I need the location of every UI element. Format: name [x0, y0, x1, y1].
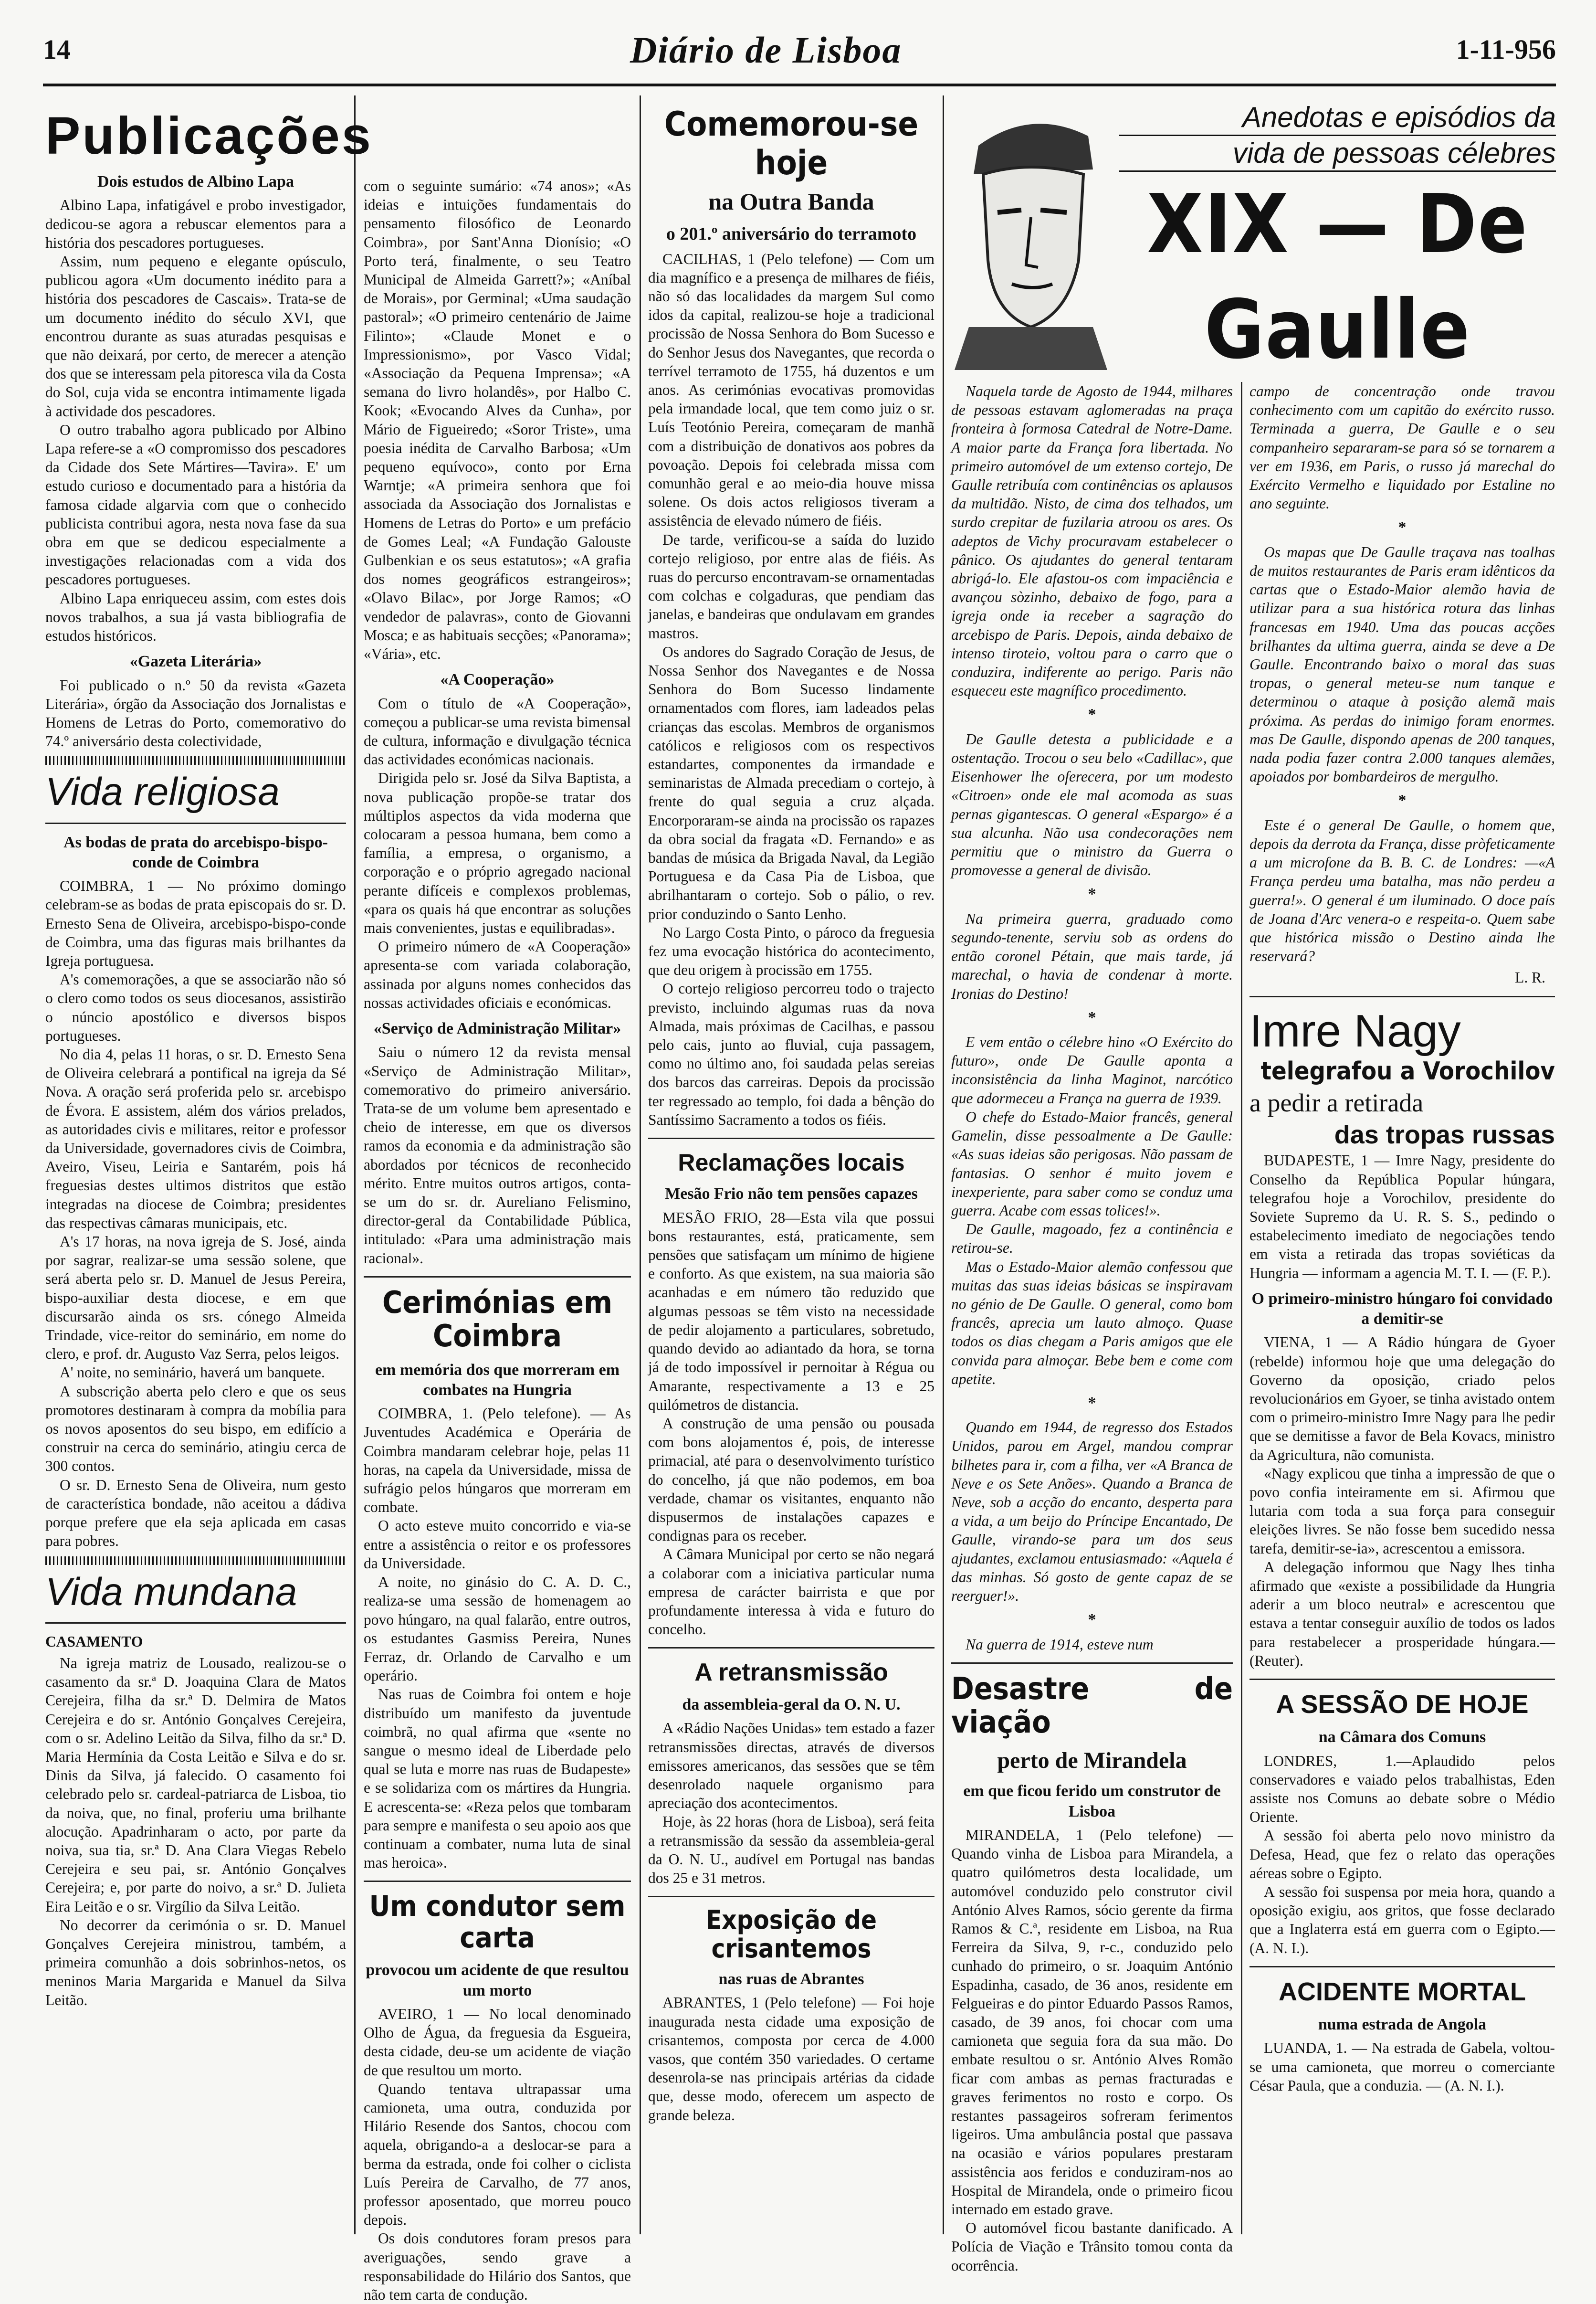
headline-sessao-de-hoje: A SESSÃO DE HOJE	[1276, 1690, 1529, 1719]
separator	[45, 756, 346, 765]
subheadline-construtor: em que ficou ferido um construtor de Lisboa	[963, 1782, 1221, 1820]
subheadline-outra-banda: na Outra Banda	[708, 188, 874, 215]
de-gaulle-portrait-illustration	[950, 103, 1112, 370]
subheadline-condutor: provocou um acidente de que resultou um morto	[366, 1961, 629, 1999]
article-paragraph: Na primeira guerra, graduado como segundo-tenente, serviu sob as ordens do então coronel Pétain, que mais tarde, já marechal, o havia de condenar à morte. Ironias do Destino!	[951, 910, 1233, 1002]
subheadline-angola: numa estrada de Angola	[1318, 2016, 1487, 2034]
headline-casamento: CASAMENTO	[45, 1633, 143, 1650]
article-paragraph: VIENA, 1 — A Rádio húngara de Gyoer (rebelde) informou hoje que uma delegação do Governo da oposição, criado pelos revolucionários em Gyoer, se tinha avistado ontem com o primeiro-ministro Imre Nagy para lhe pedir que se demitisse a favor de Bela Kovacs, ministro da Agricultura, não comunista.	[1250, 1334, 1555, 1463]
article-paragraph: Os mapas que De Gaulle traçava nas toalhas de muitos restaurantes de Paris eram idênticos da cartas que o Estado-Maior alemão havia de utilizar para a sua histórica rotura das linhas francesas em 1940. Uma das poucas acções brilhantes da ultima guerra, ainda se deve a De Gaulle. Encontrando baixo o moral das suas tropas, o general meteu-se num tanque e determinou o ataque à posição alemã mais próxima. As perdas do inimigo foram enormes. mas De Gaulle, dispondo apenas de 200 tanques, nada podia fazer contra 2.000 tanques alemães, apoiados por bombardeiros de mergulho.	[1250, 543, 1555, 785]
separator	[648, 1138, 934, 1139]
article-paragraph: Naquela tarde de Agosto de 1944, milhares de pessoas estavam aglomeradas na praça fronteira à formosa Catedral de Notre-Dame. A maior parte da França fora libertada. No primeiro automóvel de um extenso cortejo, De Gaulle retribuía com continências os aplausos da multidão. Nisto, de cima dos telhados, um surdo crepitar de fuzilaria atroou os ares. Os adeptos de Vichy procuravam estabelecer o pânico. Os ajudantes do general tentaram abrigá-lo. Ele afastou-os com impaciência e avançou sòzinho, debaixo de fogo, para a igreja onde ia receber a sagração do arcebispo de Paris. Depois, ainda debaixo de intenso tiroteio, voltou para o carro que o conduzira, indiferente ao perigo. Paris não esqueceu este magnífico procedimento.	[951, 383, 1233, 699]
article-paragraph: A Câmara Municipal por certo se não negará a colaborar com a iniciativa particular numa empresa de carácter bairrista e que por profundamente interessa à vida e futuro do concelho.	[648, 1546, 934, 1638]
separator	[1250, 1679, 1555, 1680]
column-divider	[354, 95, 356, 2234]
headline-retransmissao: A retransmissão	[694, 1659, 888, 1687]
separator-asterisk: *	[1088, 1394, 1096, 1412]
separator	[1250, 996, 1555, 997]
author-signature: L. R.	[1515, 969, 1545, 986]
separator	[364, 1881, 631, 1882]
headline-gazeta-literaria: «Gazeta Literária»	[129, 653, 262, 671]
subheadline-abrantes: nas ruas de Abrantes	[718, 1970, 864, 1988]
column-divider	[640, 95, 641, 2234]
headline-primeiro-ministro: O primeiro-ministro húngaro foi convidado a demitir-se	[1251, 1289, 1553, 1328]
article-paragraph: No dia 4, pelas 11 horas, o sr. D. Ernesto Sena de Oliveira celebrará a pontifical na igreja da Sé Nova. A oração será proferida pelo sr. arcebispo de Évora. E assistem, além dos vários prelados, as autoridades civis e militares, reitor e professor da Universidade, governadores civis de Coimbra, Aveiro, Viseu, Leiria e Santarém, pois há freguesias destes ultimos distritos que estão integradas na diocese de Coimbra; presidentes das respectivas câmaras municipais, etc.	[45, 1046, 346, 1231]
article-paragraph: No decorrer da cerimónia o sr. D. Manuel Gonçalves Cerejeira ministrou, também, a primeira comunhão a dois sobrinhos-netos, os meninos Maria Margarida e Manuel da Silva Leitão.	[45, 1916, 346, 2008]
headline-anedotas-line-2: vida de pessoas célebres	[1119, 136, 1556, 172]
article-paragraph: A's comemorações, a que se associarão não só o clero como todos os seus diocesanos, assistirão o núncio apostólico e diversos bispos portugueses.	[45, 971, 346, 1044]
article-paragraph: MIRANDELA, 1 (Pelo telefone) — Quando vinha de Lisboa para Mirandela, a quatro quilómetros desta localidade, um automóvel conduzido pelo construtor civil António Alves Ramos, sócio gerente da firma Ramos & C.ª, residente em Lisboa, na Rua Ferreira da Silva, 9, r-c., conduzido pelo cunhado do primeiro, o sr. Joaquim António Espadinha, casado, de 36 anos, residente em Felgueiras e do pintor Eduardo Passos Ramos, casado, de 39 anos, foi chocar com uma camioneta que seguia fora da sua mão. Do embate resultou o sr. António Alves Romão ficar com ambas as pernas fracturadas e graves ferimentos no rosto e corpo. Os restantes passageiros sofreram ferimentos ligeiros. Uma ambulância postal que passava na ocasião e vários populares prestaram assistência aos feridos e conduziram-nos ao Hospital de Mirandela, onde o primeiro ficou internado em estado grave.	[951, 1827, 1233, 2218]
article-paragraph: LONDRES, 1.—Aplaudido pelos conservadores e vaiado pelos trabalhistas, Eden assiste nos Comuns ao debate sobre o Médio Oriente.	[1250, 1752, 1555, 1826]
headline-bodas-de-prata: As bodas de prata do arcebispo-bispo-conde de Coimbra	[63, 833, 328, 871]
headline-servico-administracao-militar: «Serviço de Administração Militar»	[373, 1020, 621, 1038]
article-paragraph: A sessão foi aberta pelo novo ministro da Defesa, Head, que fez o relato das operações aéreas sobre o Egipto.	[1250, 1827, 1555, 1881]
article-paragraph: Dirigida pelo sr. José da Silva Baptista, a nova publicação propõe-se tratar dos múltiplos aspectos da vida moderna que colocaram a pessoa humana, bem como a família, a empresa, o organismo, a corporação e o próprio agregado nacional perante difíceis e complexos problemas, «para os quais há que encontrar as soluções mais convenientes, justas e equilibradas».	[364, 770, 631, 937]
separator-asterisk: *	[1088, 1008, 1096, 1026]
subheadline-camara-comuns: na Câmara dos Comuns	[1318, 1728, 1486, 1746]
article-paragraph: A «Rádio Nações Unidas» tem estado a fazer retransmissões directas, através de diversos emissores americanos, das sessões que se têm desenrolado naquele organismo para apreciação dos acontecimentos.	[648, 1720, 934, 1812]
article-paragraph: COIMBRA, 1 — No próximo domingo celebram-se as bodas de prata episcopais do sr. D. Ernesto Sena de Oliveira, arcebispo-bispo-conde de Coimbra, uma das figuras mais brilhantes da Igreja portuguesa.	[45, 877, 346, 969]
article-paragraph: BUDAPESTE, 1 — Imre Nagy, presidente do Conselho da República Popular húngara, telegrafou hoje a Vorochilov, presidente do Soviete Supremo da U. R. S. S., pedindo o estabelecimento imediato de negociações tendo em vista a retirada das tropas soviéticas da Hungria — informam a agencia M. T. I. — (F. P.).	[1250, 1152, 1555, 1281]
article-paragraph: O outro trabalho agora publicado por Albino Lapa refere-se a «O compromisso dos pescadores da Cidade dos Sete Mártires—Tavira». E' um estudo curioso e documentado para a história da famosa cidade algarvia com que o conhecido publicista contribui agora, nesta nova fase da sua obra em que se dedicou especialmente a investigações relacionadas com a vida dos pescadores portugueses.	[45, 421, 346, 588]
subheadline-tropas-russas: das tropas russas	[1334, 1120, 1555, 1150]
article-paragraph: O chefe do Estado-Maior francês, general Gamelin, disse pessoalmente a De Gaulle: «As suas ideias são perigosas. Não passam de fantasias. O senhor é muito jovem e inexperiente, para saber como se conduz uma guerra. Acabe com essas tolices!».	[951, 1108, 1233, 1219]
headline-reclamacoes-locais: Reclamações locais	[678, 1149, 905, 1176]
article-paragraph: Nas ruas de Coimbra foi ontem e hoje distribuído um manifesto da juventude coimbrã, no qual afirma que «sente no sangue o mesmo ideal de Liberdade pelo qual se luta e morre nas ruas de Budapeste» e se solidariza com os mártires da Hungria. E acrescenta-se: «Reza pelos que tombaram para sempre e manifesta o seu apoio aos que continuam a combater, numa luta de sinal mas heroica».	[364, 1686, 631, 1871]
article-paragraph: AVEIRO, 1 — No local denominado Olho de Água, da freguesia da Esgueira, desta cidade, deu-se um acidente de viação de que resultou um morto.	[364, 2006, 631, 2079]
subheadline-vorochilov: telegrafou a Vorochilov	[1260, 1057, 1555, 1086]
column-5-body	[1250, 382, 1555, 2253]
headline-condutor-sem-carta: Um condutor sem carta	[369, 1890, 626, 1955]
subheadline-mirandela: perto de Mirandela	[997, 1747, 1187, 1773]
article-paragraph: Os dois condutores foram presos para averiguações, sendo grave a responsabilidade do Hilário dos Santos, que não tem carta de condução.	[364, 2230, 631, 2304]
column-2	[364, 177, 631, 2304]
separator	[1250, 1966, 1555, 1967]
headline-comemorou-se-hoje: Comemorou-se hoje	[664, 105, 919, 182]
article-paragraph: Quando tentava ultrapassar uma camioneta, uma outra, conduzida por Hilário Resende dos Santos, chocou com aquela, obrigando-a a deslocar-se para a berma da estrada, onde foi colher o ciclista Luís Pereira de Carvalho, de 77 anos, professor aposentado, que morreu pouco depois.	[364, 2080, 631, 2229]
article-paragraph: MESÃO FRIO, 28—Esta vila que possui bons restaurantes, está, praticamente, sem pensões que satisfaçam um mínimo de higiene e conforto. As que existem, na sua maioria são acanhadas e em número tão reduzido que algumas pessoas se têm visto na necessidade de pedir alojamento a particulares, sobretudo, quando devido ao adiantado da hora, se torna já de todo impossível ir pernoitar à Régua ou Amarante, respectivamente a 13 e 25 quilómetros de distancia.	[648, 1209, 934, 1413]
article-paragraph: Foi publicado o n.º 50 da revista «Gazeta Literária», órgão da Associação dos Jornalistas e Homens de Letras do Porto, comemorativo do 74.º aniversário desta colectividade,	[45, 676, 346, 750]
article-paragraph: Saiu o número 12 da revista mensal «Serviço de Administração Militar», comemorativo do primeiro aniversário. Trata-se de um volume bem apresentado e cheio de interesse, em que os diversos ramos da economia e da administração são abordados por técnicos de reconhecido mérito. Entre muitos outros artigos, conta-se um do sr. dr. Aureliano Felismino, director-geral da Contabilidade Pública, intitulado: «Para uma administração mais racional».	[364, 1044, 631, 1267]
article-paragraph: Albino Lapa enriqueceu assim, com estes dois novos trabalhos, a sua já vasta bibliografia de estudos históricos.	[45, 590, 346, 644]
issue-date: 1-11-956	[1456, 34, 1556, 65]
section-title-vida-religiosa: Vida religiosa	[45, 770, 280, 814]
article-paragraph: A's 17 horas, na nova igreja de S. José, ainda por sagrar, realizar-se uma sessão solene, que será aberta pelo sr. D. Manuel de Jesus Pereira, bispo-auxiliar desta diocese, e em que discursarão ainda os srs. cónego Almeida Trindade, vice-reitor do seminário, em nome do clero, e prof. dr. Augusto Vaz Serra, pelos leigos.	[45, 1233, 346, 1363]
separator	[648, 1896, 934, 1897]
headline-cerimonias-coimbra: Cerimónias em Coimbra	[382, 1285, 612, 1354]
article-paragraph: O acto esteve muito concorrido e via-se entre a assistência o reitor e os professores da Universidade.	[364, 1517, 631, 1572]
article-paragraph: CACILHAS, 1 (Pelo telefone) — Com um dia magnífico e a presença de milhares de fiéis, não só das localidades da margem Sul como idos da capital, realizou-se hoje a tradicional procissão de Nossa Senhora do Bom Sucesso e do Senhor Jesus dos Navegantes, que recorda o terrível terramoto de 1755, há duzentos e um anos. As cerimónias evocativas promovidas pela irmandade local, que tem como juiz o sr. Luís Teotónio Pereira, começaram de manhã com a distribuição de donativos aos pobres da povoação. Depois foi celebrada missa com comunhão geral e ao meio-dia houve missa solene. Os dois actos religiosos tiveram a assistência de elevado número de fiéis.	[648, 250, 934, 529]
article-paragraph: A subscrição aberta pelo clero e que os seus promotores destinaram à compra da mobília para os novos aposentos do seu bispo, em edifício a construir na cerca do seminário, atingiu cerca de 300 contos.	[45, 1383, 346, 1475]
separator	[951, 1662, 1233, 1664]
article-paragraph: Os andores do Sagrado Coração de Jesus, de Nossa Senhor dos Navegantes e de Nossa Senhora do Bom Sucesso lindamente ornamentados com flores, iam ladeados pelas crianças das escolas. Membros de organismos católicos e religiosos com os respectivos estandartes, componentes da irmandade e seminaristas de Almada precediam o cortejo, à frente do qual seguia a cruz alçada. Encorporaram-se ainda na procissão os rapazes da obra social da fragata «D. Fernando» e as bandas de música da Brigada Naval, da Legião Portuguesa e da Casa Pia de Lisboa, que abrilhantaram o cortejo. Sob o pálio, o rev. prior conduzindo o Santo Lenho.	[648, 643, 934, 922]
headline-exposicao-crisantemos: Exposição de crisantemos	[706, 1905, 877, 1964]
article-paragraph: COIMBRA, 1. (Pelo telefone). — As Juventudes Académica e Operária de Coimbra mandaram celebrar hoje, pelas 11 horas, na capela da Universidade, missa de sufrágio pelos húngaros que morreram em combate.	[364, 1405, 631, 1516]
article-paragraph: «Nagy explicou que tinha a impressão de que o povo confia inteiramente em si. Afirmou que lutaria com toda a sua força para conseguir eleições livres. Se não fosse bem sucedido nessa tarefa, demitir-se-ia», acrescentou a emissora.	[1250, 1465, 1555, 1557]
subheadline-mesao-frio: Mesão Frio não tem pensões capazes	[665, 1185, 918, 1203]
separator-asterisk: *	[1398, 792, 1407, 810]
article-paragraph: A sessão foi suspensa por meia hora, quando a oposição exigiu, aos gritos, que fosse declarado que a Inglaterra está em guerra com o Egipto.—(A. N. I.).	[1250, 1883, 1555, 1956]
article-paragraph: com o seguinte sumário: «74 anos»; «As ideias e intuições fundamentais do pensamento filosófico de Leonardo Coimbra», por Sant'Anna Dionísio; «O Porto terá, finalmente, o seu Teatro Municipal de Almeida Garrett?»; «Aníbal de Morais», por Germinal; «Uma saudação pastoral»; «O primeiro centenário de Jaime Filinto»; «Claude Monet e o Impressionismo», por Vasco Vidal; «Associação da Pequena Imprensa»; «A semana do livro holandês», por Halbo C. Kook; «Evocando Alves da Cunha», por Mário de Figueiredo; «Soror Triste», uma poesia inédita de Carvalho Barbosa; «Um pequeno equívoco», conto por Erna Warntje; «A primeira senhora que foi associada da Associação dos Jornalistas e Homens de Letras do Porto» e um prefácio de Gomes Leal; «A Fundação Galouste Gulbenkian e os seus estatutos»; «A grafia dos nomes geográficos estrangeiros»; «Olavo Bilac», por Jorge Ramos; «O vendedor de palavras», conto de Giovanni Mosca; e as habituais secções; «Panorama»; «Vária», etc.	[364, 178, 631, 663]
subheadline-cerimonias: em memória dos que morreram em combates na Hungria	[375, 1361, 620, 1399]
article-paragraph: Albino Lapa, infatigável e probo investigador, dedicou-se agora a rebuscar elementos para a história dos pescadores portugueses.	[45, 197, 346, 251]
article-paragraph: De tarde, verificou-se a saída do luzido cortejo religioso, por entre alas de fiéis. As ruas do percurso encontravam-se ornamentadas com colchas e colgaduras, que pendiam das janelas, e bandeiras que ondulavam em grandes mastros.	[648, 531, 934, 642]
page-number: 14	[43, 34, 71, 65]
column-1	[45, 95, 373, 2253]
headline-albino-lapa: Dois estudos de Albino Lapa	[97, 173, 294, 190]
article-paragraph: De Gaulle, magoado, fez a continência e retirou-se.	[951, 1221, 1233, 1257]
subheadline-pedir-retirada: a pedir a retirada	[1250, 1088, 1424, 1117]
column-divider	[943, 95, 944, 2234]
separator-asterisk: *	[1398, 518, 1407, 537]
newspaper-title: Diário de Lisboa	[630, 29, 902, 71]
article-paragraph: A' noite, no seminário, haverá um banquete.	[60, 1364, 325, 1381]
separator-asterisk: *	[1088, 706, 1096, 724]
column-3	[648, 95, 934, 2253]
column-5	[1119, 100, 1556, 387]
article-paragraph: No Largo Costa Pinto, o pároco da freguesia fez uma evocação histórica do acontecimento, que deu origem à procissão em 1755.	[648, 924, 934, 979]
article-paragraph: Quando em 1944, de regresso dos Estados Unidos, parou em Argel, mandou comprar bilhetes para ir, com a filha, ver «A Branca de Neve e os Sete Anões». Quando a Branca de Neve, sob a acção do encanto, desperta para a vida, a um beijo do Príncipe Encantado, De Gaulle, virando-se para um dos seus ajudantes, exclamou entusiasmado: «Aquela é das minhas. Só gosto de gente capaz de se reerguer!».	[951, 1419, 1233, 1605]
separator-asterisk: *	[1088, 1611, 1096, 1629]
separator	[648, 1647, 934, 1649]
article-paragraph: campo de concentração onde travou conhecimento com um capitão do exército russo. Terminada a guerra, De Gaulle e o seu companheiro separaram-se para só se tornarem a ver em 1936, em Paris, o russo já marechal do Exército Vermelho e liquidado por Estaline no ano seguinte.	[1250, 383, 1555, 512]
article-paragraph: E vem então o célebre hino «O Exército do futuro», onde De Gaulle aponta a inconsistência da linha Maginot, narcótico que adormeceu a França na guerra de 1939.	[951, 1034, 1233, 1107]
article-paragraph: ABRANTES, 1 (Pelo telefone) — Foi hoje inaugurada nesta cidade uma exposição de crisantemos, composta por cerca de 4.000 vasos, que contém 350 variedades. O certame desenrola-se nas principais artérias da cidade que, desse modo, oferecem um aspecto de grande beleza.	[648, 1994, 934, 2124]
article-paragraph: O sr. D. Ernesto Sena de Oliveira, num gesto de característica bondade, não aceitou a dádiva porque prefere que ela seja aplicada em casas para pobres.	[45, 1476, 346, 1550]
article-paragraph: O cortejo religioso percorreu todo o trajecto previsto, incluindo algumas ruas da nova Almada, mais próximas de Cacilhas, e passou pelo cais, junto ao fluvial, cuja passagem, como no último ano, foi saudada pelas sereias dos barcos das carreiras. Depois da procissão ter regressado ao templo, foi dada a bênção do Santíssimo Sacramento a todos os fiéis.	[648, 980, 934, 1128]
article-paragraph: O primeiro número de «A Cooperação» apresenta-se com variada colaboração, assinada por alguns nomes conhecidos das nossas actividades oficiais e económicas.	[364, 938, 631, 1011]
headline-acidente-mortal: ACIDENTE MORTAL	[1279, 1977, 1526, 2006]
article-paragraph: De Gaulle detesta a publicidade e a ostentação. Trocou o seu belo «Cadillac», que Eisenhower lhe oferecera, por um modesto «Citroen» onde ele mal acomoda as suas pernas gigantescas. O general «Espargo» é a sua alcunha. Não usa condecorações nem permitiu que o ministro da Guerra o promovesse a general de divisão.	[951, 730, 1233, 879]
masthead-rule	[43, 84, 1556, 86]
section-title-vida-mundana: Vida mundana	[45, 1570, 297, 1614]
masthead	[43, 29, 1556, 72]
subheadline-terramoto: o 201.º aniversário do terramoto	[666, 224, 917, 244]
separator	[45, 823, 346, 824]
article-paragraph: O automóvel ficou bastante danificado. A Polícia de Viação e Trânsito tomou conta da ocorrência.	[951, 2219, 1233, 2274]
headline-anedotas-line-1: Anedotas e episódios da	[1119, 100, 1556, 136]
article-paragraph: LUANDA, 1. — Na estrada de Gabela, voltou-se uma camioneta, que morreu o comerciante César Paula, que a conduzia. — (A. N. I.).	[1250, 2040, 1555, 2094]
separator-asterisk: *	[1088, 885, 1096, 903]
article-paragraph: A delegação informou que Nagy lhes tinha afirmado que «existe a possibilidade da Hungria aderir a um bloco neutral» e acrescentou que estava a tentar conseguir auxílio de todos os lados para restabelecer a prosperidade húngara.— (Reuter).	[1250, 1558, 1555, 1669]
headline-imre-nagy: Imre Nagy	[1250, 1005, 1461, 1057]
separator	[364, 1276, 631, 1278]
column-4	[951, 382, 1233, 2274]
headline-desastre-viacao: Desastre de viação	[951, 1671, 1233, 1741]
section-title-publicacoes: Publicações	[45, 106, 373, 165]
article-paragraph: Na guerra de 1914, esteve num	[966, 1636, 1154, 1653]
headline-de-gaulle: XIX — De Gaulle	[1147, 177, 1528, 377]
subheadline-onu: da assembleia-geral da O. N. U.	[682, 1696, 901, 1714]
article-paragraph: Na igreja matriz de Lousado, realizou-se o casamento da sr.ª D. Joaquina Clara de Matos Cerejeira, filha da sr.ª D. Delmira de Matos Cerejeira e do sr. António Gonçalves Cerejeira, com o sr. Adelino Leitão da Silva, filho da sr.ª D. Maria Hermínia da Costa Leitão e Silva e do sr. Dinis da Silva, já falecido. O casamento foi celebrado pelo sr. cardeal-patriarca de Lisboa, tio da noiva, que, no final, proferiu uma brilhante alocução. Apadrinharam o acto, por parte da noiva, sua tia, sr.ª D. Ana Clara Viegas Rebelo Cerejeira e seu pai, sr. António Gonçalves Cerejeira; e, por parte do noivo, a sr.ª D. Julieta Eira Leitão e o sr. Virgílio da Silva Leitão.	[45, 1654, 346, 1915]
headline-a-cooperacao: «A Cooperação»	[440, 671, 555, 689]
article-paragraph: A noite, no ginásio do C. A. D. C., realiza-se uma sessão de homenagem ao povo húngaro, na qual falarão, entre outros, os estudantes Gasmiss Pereira, Nunes Ferraz, dr. Orlando de Carvalho e um operário.	[364, 1574, 631, 1684]
column-divider	[1241, 382, 1242, 2234]
separator	[45, 1622, 346, 1624]
article-paragraph: Assim, num pequeno e elegante opúsculo, publicou agora «Um documento inédito para a história dos pescadores de Cascais». Trata-se de um documento inédito do século XVI, que encontrou durante as suas aturadas pesquisas e que não deixará, por certo, de merecer a atenção dos que se interessam pela pitoresca vila da Costa do Sol, cuja vida se encontra intimamente ligada à actividade dos pescadores.	[45, 253, 346, 420]
article-paragraph: Hoje, às 22 horas (hora de Lisboa), será feita a retransmissão da sessão da assembleia-geral da O. N. U., audível em Portugal nas bandas dos 25 e 31 metros.	[648, 1813, 934, 1887]
article-paragraph: A construção de uma pensão ou pousada com bons alojamentos é, pois, de interesse primacial, até para o desenvolvimento turístico do concelho, já que não podemos, em boa verdade, chamar os visitantes, enquanto não dispusermos de instalações capazes e condignas para os receber.	[648, 1415, 934, 1544]
article-paragraph: Mas o Estado-Maior alemão confessou que muitas das suas ideias básicas se inspiravam no génio de De Gaulle. O general, como bom francês, aprecia um lauto almoço. Quase todos os dias chegam a Paris amigos que ele convida para almoçar. Bebe bem e come com apetite.	[951, 1258, 1233, 1387]
separator	[45, 1556, 346, 1565]
article-paragraph: Este é o general De Gaulle, o homem que, depois da derrota da França, disse pròfeticamente a um microfone da B. B. C. de Londres: —«A França perdeu uma batalha, mas não perdeu a guerra!». O general é um iluminado. O doce país de Joana d'Arc venera-o e respeita-o. Quem sabe que histórica missão o Destino ainda lhe reservará?	[1250, 816, 1555, 965]
article-paragraph: Com o título de «A Cooperação», começou a publicar-se uma revista bimensal de cultura, informação e divulgação técnica das actividades económicas nacionais.	[364, 695, 631, 768]
